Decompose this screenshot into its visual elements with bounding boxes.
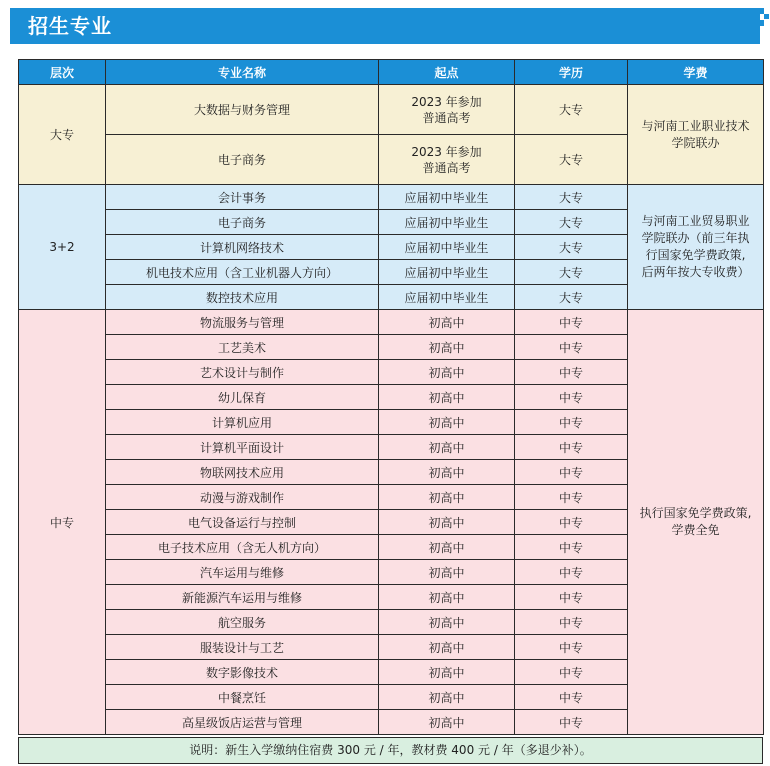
level-cell: 大专 xyxy=(19,85,106,185)
education-cell: 中专 xyxy=(515,685,628,710)
start-cell: 初高中 xyxy=(379,560,515,585)
major-cell: 机电技术应用（含工业机器人方向） xyxy=(106,260,379,285)
fee-cell: 执行国家免学费政策, 学费全免 xyxy=(628,310,764,735)
education-cell: 大专 xyxy=(515,260,628,285)
education-cell: 中专 xyxy=(515,660,628,685)
start-cell: 初高中 xyxy=(379,660,515,685)
education-cell: 大专 xyxy=(515,210,628,235)
major-cell: 电子技术应用（含无人机方向） xyxy=(106,535,379,560)
fee-cell: 与河南工业贸易职业 学院联办（前三年执 行国家免学费政策, 后两年按大专收费） xyxy=(628,185,764,310)
major-cell: 服装设计与工艺 xyxy=(106,635,379,660)
major-cell: 计算机网络技术 xyxy=(106,235,379,260)
start-cell: 初高中 xyxy=(379,585,515,610)
education-cell: 中专 xyxy=(515,435,628,460)
major-cell: 物联网技术应用 xyxy=(106,460,379,485)
major-cell: 计算机平面设计 xyxy=(106,435,379,460)
start-cell: 初高中 xyxy=(379,460,515,485)
major-cell: 电气设备运行与控制 xyxy=(106,510,379,535)
start-cell: 应届初中毕业生 xyxy=(379,185,515,210)
start-cell: 应届初中毕业生 xyxy=(379,260,515,285)
education-cell: 中专 xyxy=(515,335,628,360)
start-cell: 初高中 xyxy=(379,510,515,535)
start-cell: 初高中 xyxy=(379,710,515,735)
education-cell: 中专 xyxy=(515,385,628,410)
start-cell: 初高中 xyxy=(379,410,515,435)
education-cell: 大专 xyxy=(515,135,628,185)
start-cell: 应届初中毕业生 xyxy=(379,210,515,235)
start-cell: 2023 年参加 普通高考 xyxy=(379,135,515,185)
start-cell: 初高中 xyxy=(379,685,515,710)
major-cell: 电子商务 xyxy=(106,210,379,235)
start-cell: 初高中 xyxy=(379,310,515,335)
table-row xyxy=(19,310,764,335)
header-major: 专业名称 xyxy=(106,60,379,85)
start-cell: 初高中 xyxy=(379,435,515,460)
major-cell: 电子商务 xyxy=(106,135,379,185)
start-cell: 初高中 xyxy=(379,535,515,560)
education-cell: 中专 xyxy=(515,585,628,610)
major-cell: 新能源汽车运用与维修 xyxy=(106,585,379,610)
table-row xyxy=(19,85,764,135)
corner-decoration xyxy=(764,14,769,19)
major-cell: 计算机应用 xyxy=(106,410,379,435)
major-cell: 数控技术应用 xyxy=(106,285,379,310)
major-cell: 艺术设计与制作 xyxy=(106,360,379,385)
education-cell: 中专 xyxy=(515,610,628,635)
corner-decoration xyxy=(758,20,764,26)
major-cell: 动漫与游戏制作 xyxy=(106,485,379,510)
education-cell: 中专 xyxy=(515,460,628,485)
start-cell: 初高中 xyxy=(379,485,515,510)
start-cell: 2023 年参加 普通高考 xyxy=(379,85,515,135)
education-cell: 中专 xyxy=(515,510,628,535)
fee-cell: 与河南工业职业技术 学院联办 xyxy=(628,85,764,185)
major-cell: 幼儿保育 xyxy=(106,385,379,410)
majors-table xyxy=(18,59,764,735)
education-cell: 中专 xyxy=(515,710,628,735)
major-cell: 大数据与财务管理 xyxy=(106,85,379,135)
major-cell: 中餐烹饪 xyxy=(106,685,379,710)
education-cell: 中专 xyxy=(515,535,628,560)
major-cell: 高星级饭店运营与管理 xyxy=(106,710,379,735)
header-education: 学历 xyxy=(515,60,628,85)
education-cell: 中专 xyxy=(515,410,628,435)
start-cell: 初高中 xyxy=(379,635,515,660)
education-cell: 大专 xyxy=(515,235,628,260)
fee-note: 说明：新生入学缴纳住宿费 300 元 / 年，教材费 400 元 / 年（多退少补）。 xyxy=(18,737,763,764)
start-cell: 初高中 xyxy=(379,610,515,635)
start-cell: 初高中 xyxy=(379,360,515,385)
header-start: 起点 xyxy=(379,60,515,85)
start-cell: 初高中 xyxy=(379,385,515,410)
table-row xyxy=(19,185,764,210)
start-cell: 应届初中毕业生 xyxy=(379,285,515,310)
education-cell: 中专 xyxy=(515,310,628,335)
section-header xyxy=(10,8,760,44)
level-cell: 中专 xyxy=(19,310,106,735)
major-cell: 汽车运用与维修 xyxy=(106,560,379,585)
major-cell: 航空服务 xyxy=(106,610,379,635)
major-cell: 数字影像技术 xyxy=(106,660,379,685)
section-title: 招生专业 xyxy=(28,14,112,38)
header-level: 层次 xyxy=(19,60,106,85)
header-fee: 学费 xyxy=(628,60,764,85)
education-cell: 中专 xyxy=(515,635,628,660)
education-cell: 大专 xyxy=(515,85,628,135)
major-cell: 工艺美术 xyxy=(106,335,379,360)
major-cell: 物流服务与管理 xyxy=(106,310,379,335)
education-cell: 中专 xyxy=(515,360,628,385)
table-header-row xyxy=(19,60,764,85)
education-cell: 大专 xyxy=(515,285,628,310)
level-cell: 3+2 xyxy=(19,185,106,310)
start-cell: 应届初中毕业生 xyxy=(379,235,515,260)
education-cell: 中专 xyxy=(515,485,628,510)
education-cell: 大专 xyxy=(515,185,628,210)
start-cell: 初高中 xyxy=(379,335,515,360)
education-cell: 中专 xyxy=(515,560,628,585)
major-cell: 会计事务 xyxy=(106,185,379,210)
